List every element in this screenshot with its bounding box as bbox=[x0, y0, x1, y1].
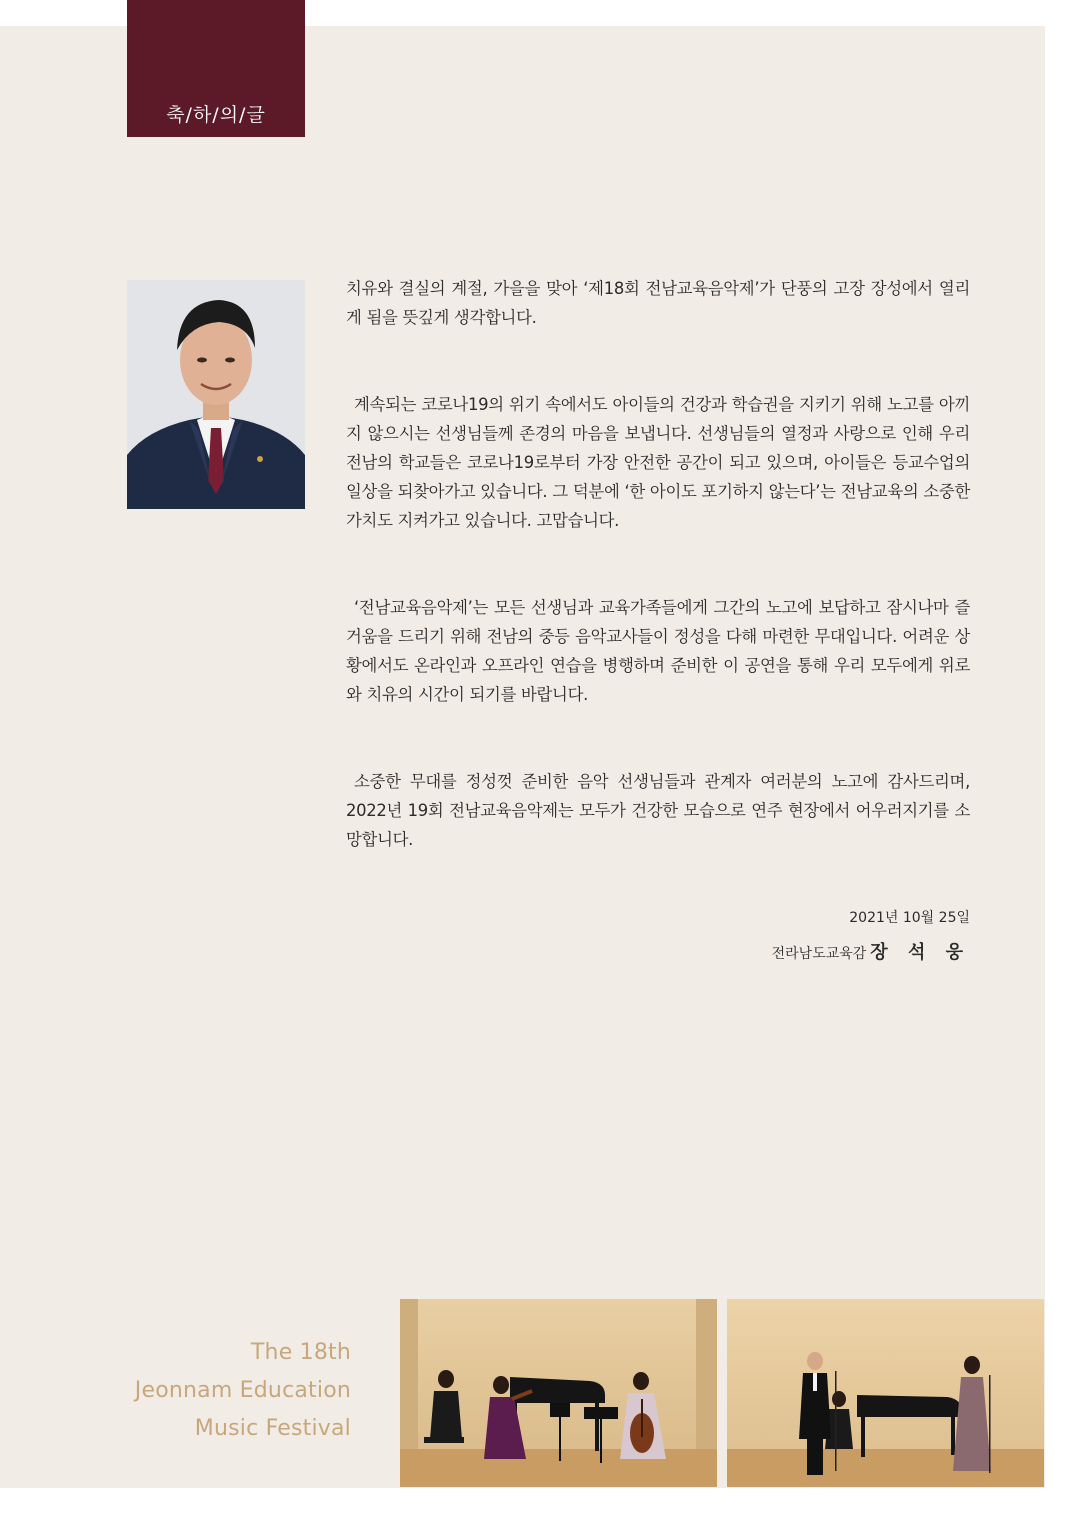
letter-paragraph-4: 소중한 무대를 정성껏 준비한 음악 선생님들과 관계자 여러분의 노고에 감사드리며, 2022년 19회 전남교육음악제는 모두가 건강한 모습으로 연주 현장에서 어우러지기를 소망합니다. bbox=[346, 772, 970, 849]
festival-title-line-1: The 18th bbox=[250, 1340, 351, 1365]
performance-photo-trio bbox=[400, 1299, 717, 1487]
letter-body bbox=[346, 274, 970, 912]
section-tab-label: 축/하/의/글 bbox=[166, 104, 266, 126]
vocal-duet-performance-photo-icon bbox=[727, 1299, 1044, 1487]
festival-title bbox=[120, 1334, 351, 1448]
performance-photo-duet bbox=[727, 1299, 1044, 1487]
piano-trio-performance-photo-icon bbox=[400, 1299, 717, 1487]
signature-block bbox=[772, 906, 970, 964]
letter-paragraph-3: ‘전남교육음악제’는 모든 선생님과 교육가족들에게 그간의 노고에 보답하고 잠시나마 즐거움을 드리기 위해 전남의 중등 음악교사들이 정성을 다해 마련한 무대입니다. 어려운 상황에서도 온라인과 오프라인 연습을 병행하며 준비한 이 공연을 통해 우리 모두에게 위로와 치유의 시간이 되기를 바랍니다. bbox=[346, 598, 970, 704]
person-portrait-icon bbox=[127, 280, 305, 509]
signatory-title: 전라남도교육감 bbox=[771, 946, 867, 962]
section-tab bbox=[127, 0, 305, 137]
signatory-name: 장 석 웅 bbox=[870, 942, 970, 963]
festival-title-line-3: Music Festival bbox=[194, 1416, 351, 1441]
letter-date: 2021년 10월 25일 bbox=[849, 910, 970, 926]
letter-paragraph-1: 치유와 결실의 계절, 가을을 맞아 ‘제18회 전남교육음악제’가 단풍의 고장 장성에서 열리게 됨을 뜻깊게 생각합니다. bbox=[346, 279, 970, 327]
portrait-photo bbox=[127, 280, 305, 509]
signature-line bbox=[772, 938, 970, 964]
letter-paragraph-2: 계속되는 코로나19의 위기 속에서도 아이들의 건강과 학습권을 지키기 위해 노고를 아끼지 않으시는 선생님들께 존경의 마음을 보냅니다. 선생님들의 열정과 사랑으로 인해 우리 전남의 학교들은 코로나19로부터 가장 안전한 공간이 되고 있으며, 아이들은 등교수업의 일상을 되찾아가고 있습니다. 그 덕분에 ‘한 아이도 포기하지 않는다’는 전남교육의 소중한 가치도 지켜가고 있습니다. 고맙습니다. bbox=[346, 395, 970, 530]
festival-title-line-2: Jeonnam Education bbox=[134, 1378, 351, 1403]
